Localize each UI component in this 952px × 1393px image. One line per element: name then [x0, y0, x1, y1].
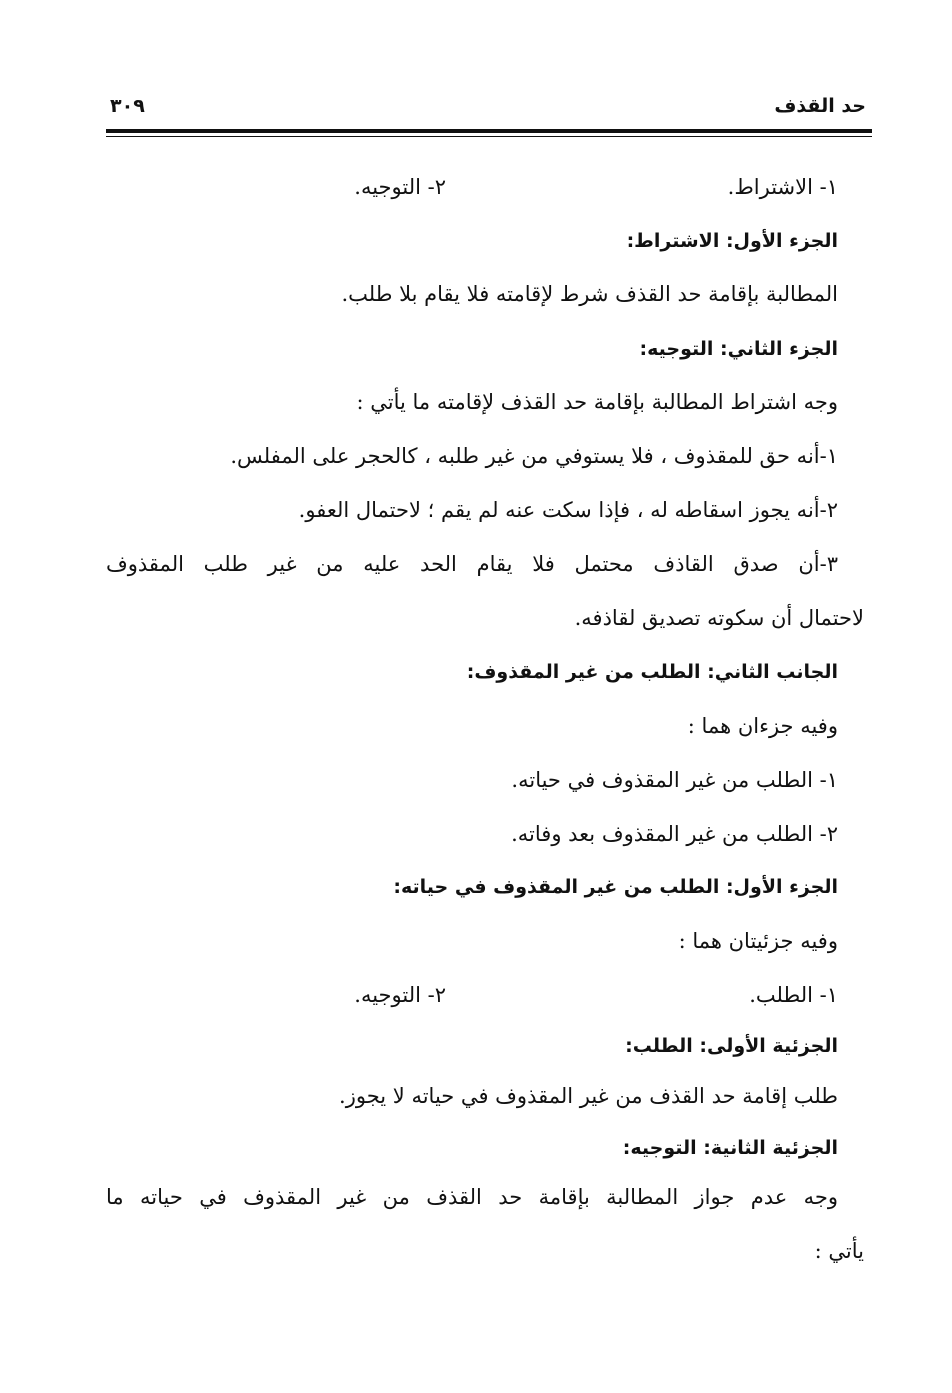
list-item: ٢- التوجيه.: [354, 175, 446, 199]
header-rule-thin: [106, 136, 872, 137]
paragraph: ١- الطلب من غير المقذوف في حياته.: [511, 768, 838, 792]
paragraph: المطالبة بإقامة حد القذف شرط لإقامته فلا يقام بلا طلب.: [341, 282, 838, 306]
paragraph: ١-أنه حق للمقذوف ، فلا يستوفي من غير طلبه ، كالحجر على المفلس.: [230, 444, 838, 468]
header-rule-thick: [106, 129, 872, 133]
paragraph: ٢- الطلب من غير المقذوف بعد وفاته.: [511, 822, 838, 846]
paragraph: وجه اشتراط المطالبة بإقامة حد القذف لإقامته ما يأتي :: [356, 390, 838, 414]
paragraph: وفيه جزئيتان هما :: [678, 929, 838, 953]
section-heading: الجزئية الثانية: التوجيه:: [622, 1137, 838, 1159]
page-header: [106, 95, 866, 131]
list-item: ١- الطلب.: [749, 983, 838, 1007]
section-heading: الجزء الأول: الطلب من غير المقذوف في حياته:: [393, 876, 838, 898]
paragraph: وفيه جزءان هما :: [687, 714, 838, 738]
paragraph: ٣-أن صدق القاذف محتمل فلا يقام الحد عليه من غير طلب المقذوف: [106, 552, 838, 576]
section-heading: الجزئية الأولى: الطلب:: [625, 1035, 838, 1057]
section-heading: الجانب الثاني: الطلب من غير المقذوف:: [466, 661, 838, 683]
list-item: ٢- التوجيه.: [354, 983, 446, 1007]
paragraph: طلب إقامة حد القذف من غير المقذوف في حياته لا يجوز.: [339, 1084, 838, 1108]
running-title: حد القذف: [774, 95, 866, 117]
paragraph-continuation: لاحتمال أن سكوته تصديق لقاذفه.: [574, 606, 864, 630]
list-item: ١- الاشتراط.: [727, 175, 838, 199]
paragraph: وجه عدم جواز المطالبة بإقامة حد القذف من غير المقذوف في حياته ما: [106, 1185, 838, 1209]
paragraph: ٢-أنه يجوز اسقاطه له ، فإذا سكت عنه لم يقم ؛ لاحتمال العفو.: [298, 498, 838, 522]
section-heading: الجزء الأول: الاشتراط:: [626, 230, 838, 252]
paragraph-continuation: يأتي :: [814, 1239, 864, 1263]
page-number: ٣٠٩: [110, 95, 145, 117]
section-heading: الجزء الثاني: التوجيه:: [639, 338, 838, 360]
